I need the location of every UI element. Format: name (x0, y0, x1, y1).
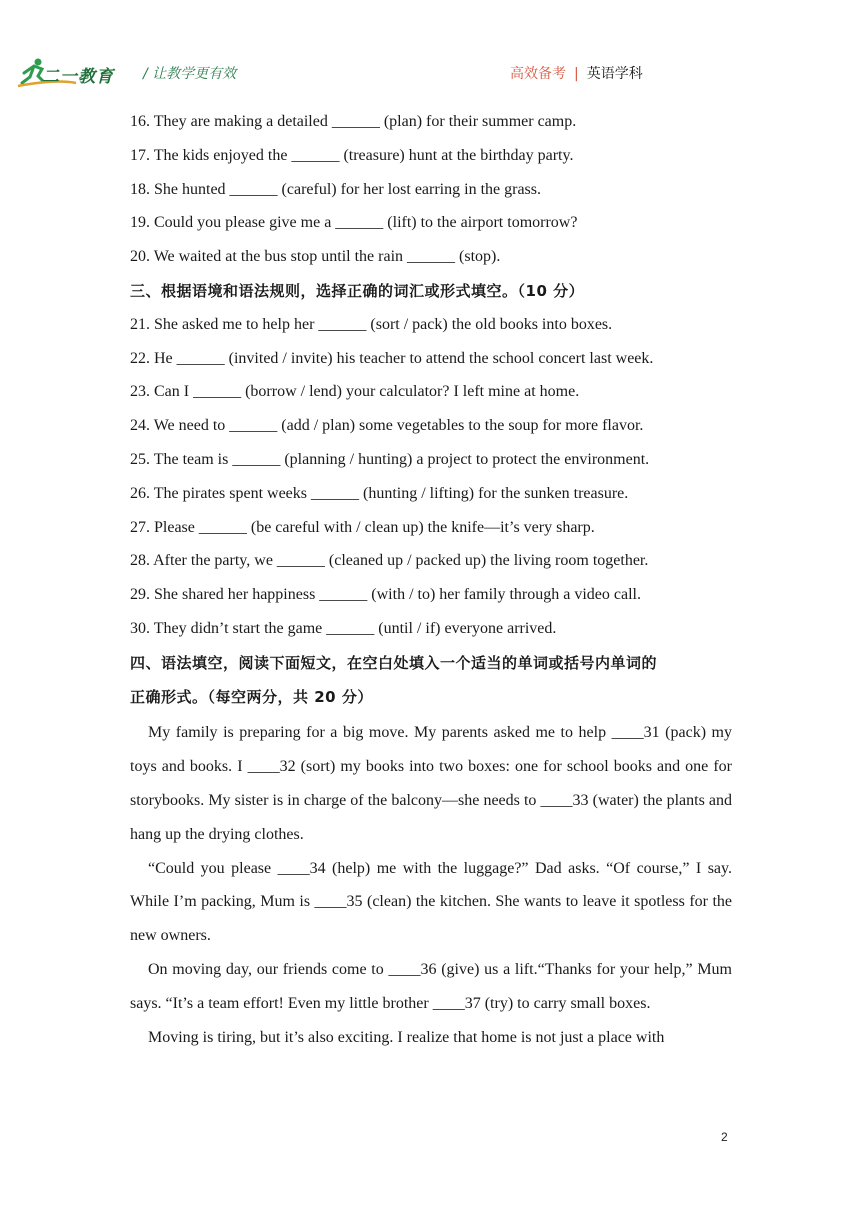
slogan: / 让教学更有效 (143, 66, 237, 82)
passage-paragraph-4: Moving is tiring, but it’s also exciting. I realize that home is not just a place with (148, 1028, 665, 1046)
question-27: 27. Please ______ (be careful with / clean up) the knife—it’s very sharp. (130, 518, 595, 536)
question-16: 16. They are making a detailed ______ (plan) for their summer camp. (130, 113, 577, 130)
question-29: 29. She shared her happiness ______ (with / to) her family through a video call. (130, 586, 641, 604)
passage-paragraph-3: On moving day, our friends come to ____36 (give) us a lift.“Thanks for your help,” Mum says. “It’s a team effort! Even my little brother ____37 (try) to carry small boxes. (130, 960, 732, 1012)
question-30: 30. They didn’t start the game ______ (until / if) everyone arrived. (130, 619, 557, 637)
question-21: 21. She asked me to help her ______ (sort / pack) the old books into boxes. (130, 315, 613, 333)
question-20: 20. We waited at the bus stop until the rain ______ (stop). (130, 248, 501, 266)
brand-text: 高效备考 (510, 66, 566, 82)
question-26: 26. The pirates spent weeks ______ (hunting / lifting) for the sunken treasure. (130, 484, 629, 502)
question-19: 19. Could you please give me a ______ (lift) to the airport tomorrow? (130, 214, 578, 232)
page-content (130, 108, 732, 1054)
question-28: 28. After the party, we ______ (cleaned up / packed up) the living room together. (130, 552, 649, 570)
question-24: 24. We need to ______ (add / plan) some vegetables to the soup for more flavor. (130, 417, 644, 435)
question-18: 18. She hunted ______ (careful) for her lost earring in the grass. (130, 180, 541, 198)
question-25: 25. The team is ______ (planning / hunting) a project to protect the environment. (130, 450, 650, 468)
question-23: 23. Can I ______ (borrow / lend) your calculator? I left mine at home. (130, 383, 580, 401)
passage-paragraph-1: My family is preparing for a big move. My parents asked me to help ____31 (pack) my toys and books. I ____32 (sort) my books into two boxes: one for school books and one for storybooks. My sister is in charge of the balcony—she needs to ____33 (water) the plants and hang up the drying clothes. (130, 724, 732, 843)
page-number: 2 (721, 1130, 728, 1144)
section-4-heading-line1: 四、语法填空，阅读下面短文，在空白处填入一个适当的单词或括号内单词的 (130, 653, 658, 672)
header-separator: | (574, 66, 579, 82)
question-22: 22. He ______ (invited / invite) his teacher to attend the school concert last week. (130, 349, 654, 367)
logo-text: 二一教育 (42, 67, 114, 87)
section-4-heading-line2: 正确形式。（每空两分，共 20 分） (130, 687, 373, 706)
subject-text: 英语学科 (586, 66, 643, 82)
page-header (0, 0, 860, 100)
header-right (510, 63, 643, 83)
question-17: 17. The kids enjoyed the ______ (treasure) hunt at the birthday party. (130, 146, 574, 164)
section-3-heading: 三、根据语境和语法规则，选择正确的词汇或形式填空。（10 分） (130, 281, 585, 300)
passage-paragraph-2: “Could you please ____34 (help) me with the luggage?” Dad asks. “Of course,” I say. While I’m packing, Mum is ____35 (clean) the kitchen. She wants to leave it spotless for the new owners. (130, 859, 732, 945)
